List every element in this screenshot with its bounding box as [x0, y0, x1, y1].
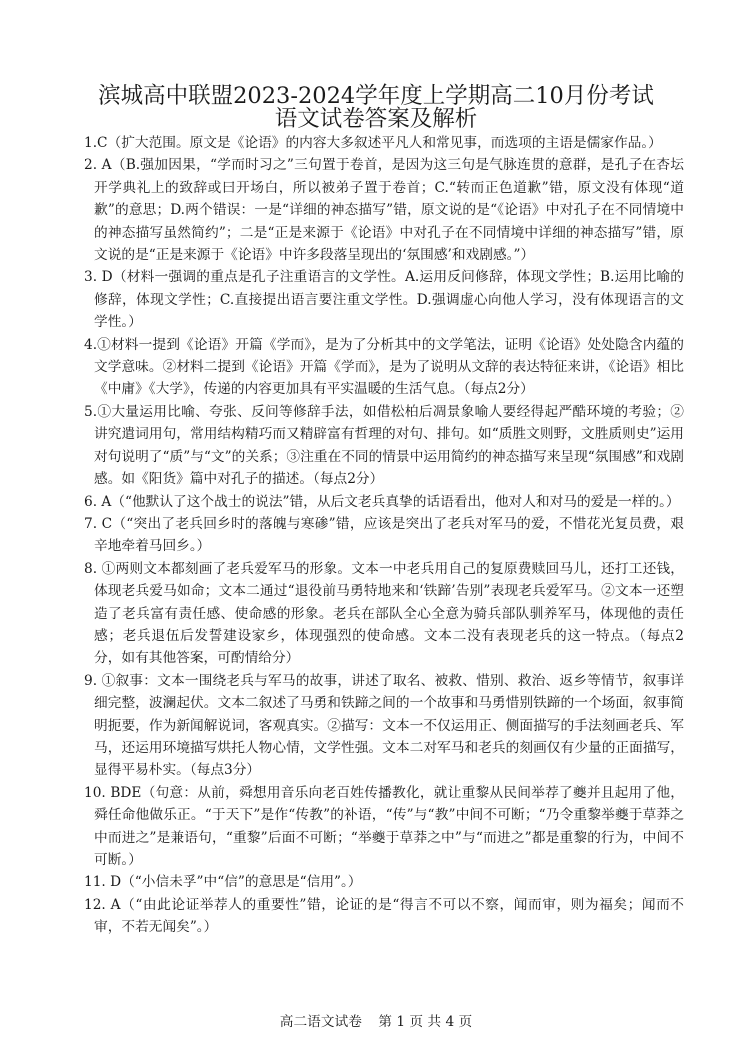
answer-item-3: 3. D（材料一强调的重点是孔子注重语言的文学性。A.运用反问修辞，体现文学性；B.运用比喻的修辞，体现文学性；C.直接提出语言要注重文学性。D.强调虚心向他人学习，没有体现语言的文学性。） — [84, 269, 684, 331]
answer-item-11: 11. D（“小信未孚”中“信”的意思是“信用”。） — [84, 874, 362, 891]
answer-list — [84, 132, 684, 939]
page-footer — [0, 1013, 752, 1031]
answer-item-5: 5.①大量运用比喻、夸张、反问等修辞手法，如借松柏后凋景象喻人要经得起严酷环境的考验；②讲究遣词用句，常用结构精巧而又精辟富有哲理的对句、排句。如“质胜文则野，文胜质则史”运用对句说明了“质”与“文”的关系；③注重在不同的情景中运用简约的神态描写来呈现“氛围感”和戏剧感。如《阳货》篇中对孔子的描述。（每点2分） — [84, 403, 684, 488]
footer-page-number: 第 1 页 共 4 页 — [378, 1014, 473, 1030]
exam-subtitle: 语文试卷答案及解析 — [274, 106, 478, 132]
answer-item-12: 12. A（“由此论证举荐人的重要性”错，论证的是“得言不可以不察，闻而审，则为福矣；闻而不审，不若无闻矣”。） — [84, 896, 684, 936]
answer-item-4: 4.①材料一提到《论语》开篇《学而》，是为了分析其中的文学笔法，证明《论语》处处隐含内蕴的文学意味。②材料二提到《论语》开篇《学而》，是为了说明从文辞的表达特征来讲，《论语》相比《中庸》《大学》，传递的内容更加具有平实温暖的生活气息。（每点2分） — [84, 336, 684, 398]
answer-item-1: 1.C（扩大范围。原文是《论语》的内容大多叙述平凡人和常见事，而选项的主语是儒家作品。） — [84, 135, 662, 151]
exam-title: 滨城高中联盟2023-2024学年度上学期高二10月份考试 — [98, 83, 654, 109]
answer-item-2: 2. A（B.强加因果，“学而时习之”三句置于卷首，是因为这三句是气脉连贯的意群，是孔子在杏坛开学典礼上的致辞或曰开场白，所以被弟子置于卷首；C.“转而正色道歉”错，原文没有体现“道歉”的意思；D.两个错误：一是“详细的神态描写”错，原文说的是“《论语》中对孔子在不同情境中的神态描写虽然简约”；二是“正是来源于《论语》中对孔子在不同情境中详细的神态描写”错，原文说的是“正是来源于《论语》中许多段落呈现出的‘氛围感’和戏剧感。”） — [84, 157, 684, 264]
answer-item-7: 7. C（“突出了老兵回乡时的落魄与寒碜”错，应该是突出了老兵对军马的爱，不惜花光复员费，艰辛地牵着马回乡。） — [84, 515, 684, 555]
answer-item-8: 8. ①两则文本都刻画了老兵爱军马的形象。文本一中老兵用自己的复原费赎回马儿，还打工还钱，体现老兵爱马如命；文本二通过“退役前马勇特地来和‘铁蹄’告别”表现老兵爱军马。②文本一还塑造了老兵富有责任感、使命感的形象。老兵在部队全心全意为骑兵部队驯养军马，体现他的责任感；老兵退伍后发誓建设家乡，体现强烈的使命感。文本二没有表现老兵的这一特点。（每点2分，如有其他答案，可酌情给分） — [84, 560, 684, 667]
answer-item-6: 6. A（“他默认了这个战士的说法”错，从后文老兵真挚的话语看出，他对人和对马的爱是一样的。） — [84, 493, 680, 510]
answer-item-10: 10. BDE（句意：从前，舜想用音乐向老百姓传播教化，就让重黎从民间举荐了夔并且起用了他，舜任命他做乐正。“于天下”是作“传教”的补语，“传”与“教”中间不可断；“乃令重黎举夔于草莽之中而进之”是兼语句，“重黎”后面不可断；“举夔于草莽之中”与“而进之”都是重黎的行为，中间不可断。） — [84, 784, 684, 868]
answer-item-9: 9. ①叙事：文本一围绕老兵与军马的故事，讲述了取名、被救、惜别、救治、返乡等情节，叙事详细完整，波澜起伏。文本二叙述了马勇和铁蹄之间的一个故事和马勇惜别铁蹄的一个场面，叙事简明扼要，作为新闻解说词，客观真实。②描写：文本一不仅运用正、侧面描写的手法刻画老兵、军马，还运用环境描写烘托人物心情，文学性强。文本二对军马和老兵的刻画仅有少量的正面描写，显得平易朴实。（每点3分） — [84, 672, 684, 779]
footer-subject: 高二语文试卷 — [279, 1014, 362, 1030]
